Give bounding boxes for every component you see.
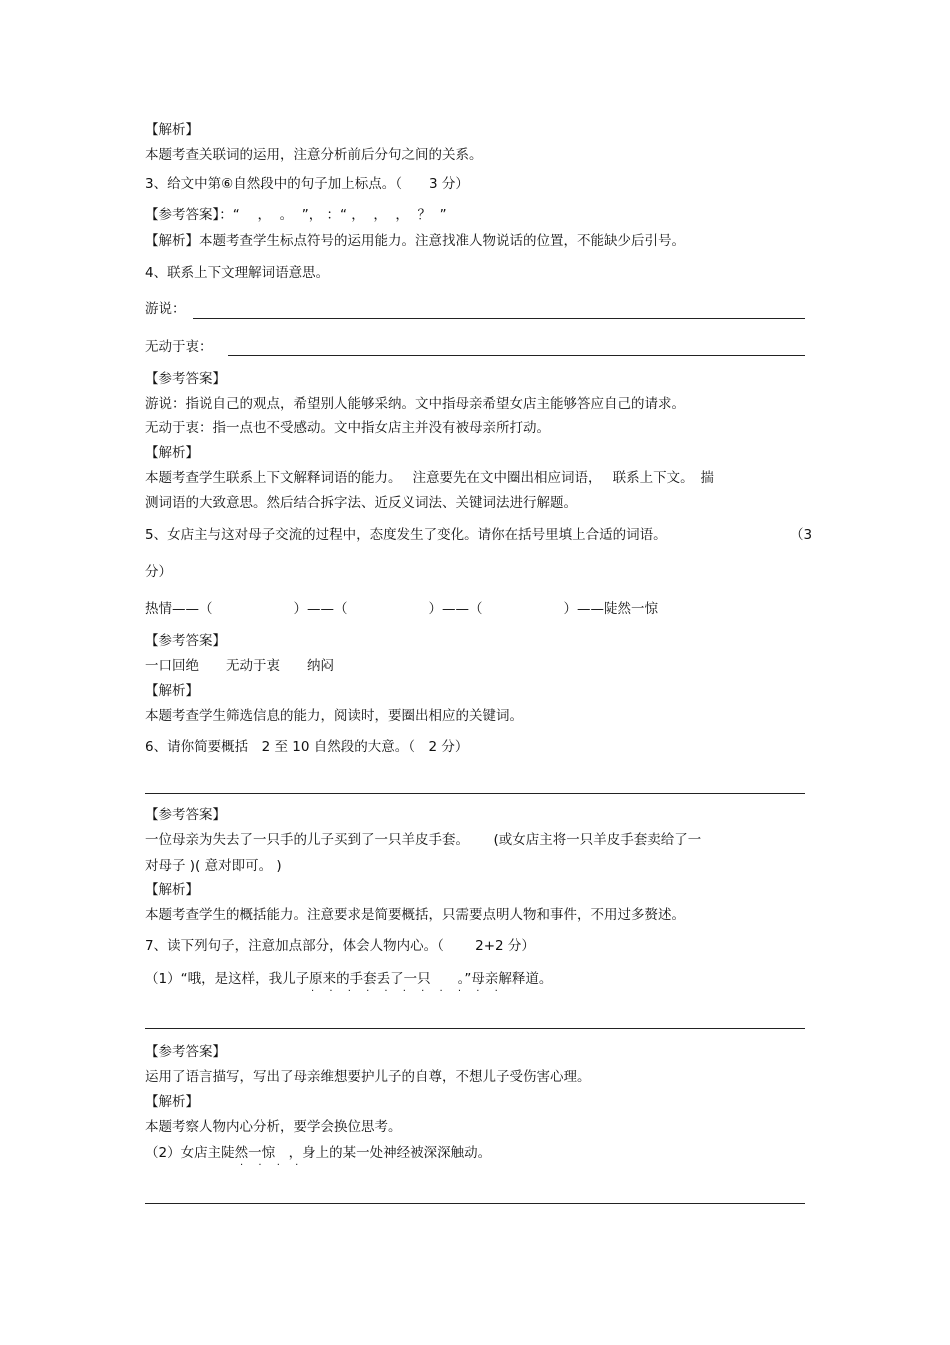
answer-blank-line bbox=[145, 793, 805, 794]
analysis-heading: 【解析】 bbox=[145, 683, 199, 699]
analysis-text: 本题考查学生联系上下文解释词语的能力。 注意要先在文中圈出相应词语， 联系上下文。 揣 bbox=[145, 470, 714, 486]
answer-blank-line bbox=[145, 1203, 805, 1204]
analysis-text: 本题考查学生的概括能力。注意要求是简要概括，只需要点明人物和事件，不用过多赘述。 bbox=[145, 907, 685, 923]
analysis-heading: 【解析】 bbox=[145, 122, 199, 138]
answer-text: 一位母亲为失去了一只手的儿子买到了一只羊皮手套。 (或女店主将一只羊皮手套卖给了一 bbox=[145, 832, 702, 848]
sentence-1: （1）“哦，是这样，我儿子原来的手套丢了一只 。”母亲解释道。 bbox=[145, 971, 553, 987]
answer-blank-line bbox=[145, 1028, 805, 1029]
analysis-heading: 【解析】 bbox=[145, 445, 199, 461]
question-5-score: （3 bbox=[790, 527, 813, 543]
question-7: 7、读下列句子，注意加点部分，体会人物内心。（ 2+2 分） bbox=[145, 938, 535, 954]
analysis-heading: 【解析】 bbox=[145, 882, 199, 898]
analysis-3: 【解析】本题考查学生标点符号的运用能力。注意找准人物说话的位置，不能缺少后引号。 bbox=[145, 233, 685, 249]
question-5-score-cont: 分） bbox=[145, 564, 172, 580]
reference-answer-heading: 【参考答案】 bbox=[145, 371, 226, 387]
reference-answer-heading: 【参考答案】 bbox=[145, 633, 226, 649]
reference-answer-heading: 【参考答案】 bbox=[145, 807, 226, 823]
answer-blank-line bbox=[193, 318, 805, 319]
question-6: 6、请你简要概括 2 至 10 自然段的大意。（ 2 分） bbox=[145, 739, 469, 755]
answer-text: 游说：指说自己的观点，希望别人能够采纳。文中指母亲希望女店主能够答应自己的请求。 bbox=[145, 396, 685, 412]
answer-text: 无动于衷：指一点也不受感动。文中指女店主并没有被母亲所打动。 bbox=[145, 420, 550, 436]
analysis-heading: 【解析】 bbox=[145, 1094, 199, 1110]
analysis-text: 本题考查学生筛选信息的能力，阅读时，要圈出相应的关键词。 bbox=[145, 708, 523, 724]
answer-3: 【参考答案】：“ ， 。 ”， ：“ ， ， ， ？ ” bbox=[145, 207, 447, 223]
answer-text: 对母子 )( 意对即可。 ) bbox=[145, 858, 282, 874]
question-5: 5、女店主与这对母子交流的过程中，态度发生了变化。请你在括号里填上合适的词语。 bbox=[145, 527, 667, 543]
attitude-chain: 热情——（ ）——（ ）——（ ）——陡然一惊 bbox=[145, 601, 658, 617]
wudongyuzhong-label: 无动于衷： bbox=[145, 339, 213, 355]
question-4: 4、联系上下文理解词语意思。 bbox=[145, 265, 330, 281]
answer-text: 一口回绝 无动于衷 纳闷 bbox=[145, 658, 334, 674]
emphasis-dots: · · · · bbox=[240, 1160, 305, 1171]
sentence-2: （2）女店主陡然一惊 ，身上的某一处神经被深深触动。 bbox=[145, 1145, 492, 1161]
analysis-text: 本题考察人物内心分析，要学会换位思考。 bbox=[145, 1119, 402, 1135]
reference-answer-heading: 【参考答案】 bbox=[145, 1044, 226, 1060]
emphasis-dots: · · · · · · · · · · · bbox=[311, 986, 504, 997]
question-3: 3、给文中第⑥自然段中的句子加上标点。（ 3 分） bbox=[145, 176, 469, 192]
analysis-text: 本题考查关联词的运用，注意分析前后分句之间的关系。 bbox=[145, 147, 483, 163]
youshuo-label: 游说： bbox=[145, 301, 186, 317]
answer-text: 运用了语言描写，写出了母亲维想要护儿子的自尊，不想儿子受伤害心理。 bbox=[145, 1069, 591, 1085]
answer-blank-line bbox=[228, 355, 805, 356]
analysis-text: 测词语的大致意思。然后结合拆字法、近反义词法、关键词法进行解题。 bbox=[145, 495, 577, 511]
